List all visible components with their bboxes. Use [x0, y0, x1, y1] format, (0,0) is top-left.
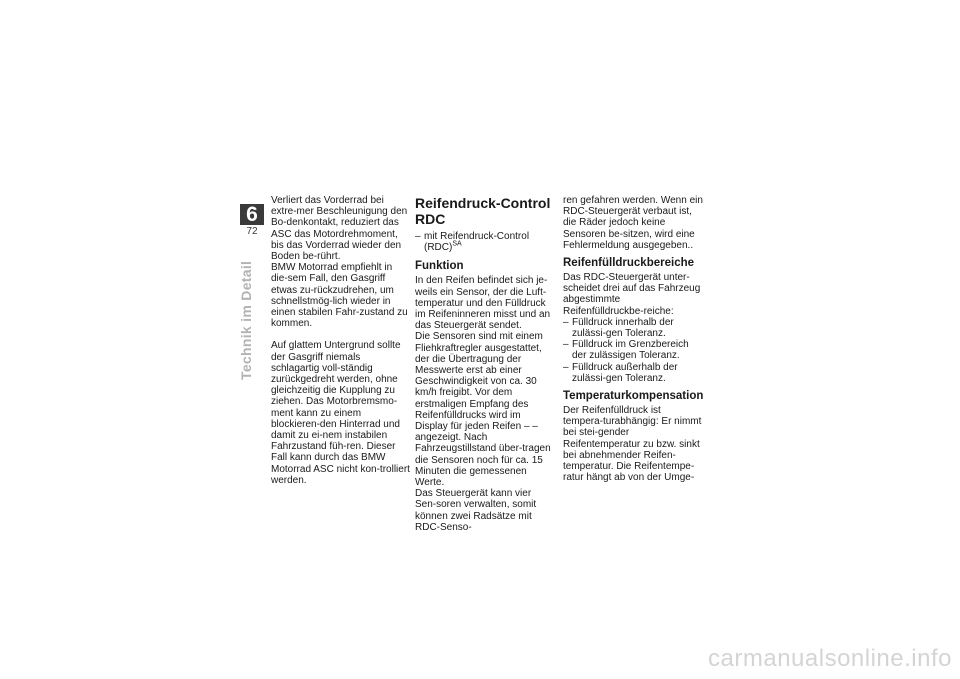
subsection-heading: Funktion: [415, 260, 464, 273]
chapter-number-badge: 6: [240, 204, 264, 225]
option-superscript: SA: [452, 240, 462, 248]
subsection-heading: Temperaturkompensation: [563, 390, 704, 403]
paragraph: Der Reifenfülldruck ist tempera-turabhängig: Er nimmt bei stei-gender Reifentemperatur zu bzw. sinkt bei abnehmender Reifen-temperatur. Die Reifentempe-ratur hängt ab von der Umge-: [563, 405, 702, 484]
paragraph: ren gefahren werden. Wenn ein RDC-Steuergerät verbaut ist, die Räder jedoch keine Sensoren be-sitzen, wird eine Fehlermeldung ausgegeben..: [563, 195, 703, 251]
text-column-3: [563, 195, 703, 483]
option-text: mit Reifendruck-Control (RDC): [424, 231, 530, 254]
option-list: [415, 231, 555, 253]
list-item: [415, 231, 555, 253]
page-number: 72: [246, 226, 258, 237]
paragraph: Verliert das Vorderrad bei extre-mer Beschleunigung den Bo-denkontakt, reduziert das ASC das Motordrehmoment, bis das Vorderrad wieder den Boden be-rührt.: [271, 195, 408, 263]
paragraph: Das RDC-Steuergerät unter-scheidet drei auf das Fahrzeug abgestimmte Reifenfülldruckbe-reiche:: [563, 272, 701, 317]
list-item: – Fülldruck außerhalb der zulässi-gen Toleranz.: [563, 362, 703, 384]
chapter-title-vertical: Technik im Detail: [238, 260, 254, 380]
paragraph: In den Reifen befindet sich je-weils ein Sensor, der die Luft-temperatur und den Fülldruck im Reifeninneren misst und an das Steuergerät sendet.: [415, 275, 551, 332]
text-column-1: [271, 195, 411, 486]
paragraph: Die Sensoren sind mit einem Fliehkraftregler ausgestattet, der die Übertragung der Messwerte erst ab einer Geschwindigkeit von ca. 30 km/h freigibt. Vor dem erstmaligen Empfang des Reifenfülldrucks wird im Display für jeden Reifen – – angezeigt. Nach Fahrzeugstillstand über-tragen die Sensoren noch für ca. 15 Minuten die gemessenen Werte.: [415, 331, 551, 489]
paragraph: Auf glattem Untergrund sollte der Gasgriff niemals schlagartig voll-ständig zurückgedreht werden, ohne gleichzeitig die Kupplung zu ziehen. Das Motorbremsmo-ment kann zu einem blockieren-den Hinterrad und damit zu ei-nem instabilen Fahrzustand füh-ren. Dieser Fall kann durch das BMW Motorrad ASC nicht kon-trolliert werden.: [271, 340, 410, 486]
paragraph: Das Steuergerät kann vier Sen-soren verwalten, somit können zwei Radsätze mit RDC-Senso-: [415, 488, 537, 533]
list-item: – Fülldruck im Grenzbereich der zulässigen Toleranz.: [563, 339, 703, 361]
paragraph: BMW Motorrad empfiehlt in die-sem Fall, den Gasgriff etwas zu-rückzudrehen, um schnellstmög-lich wieder in einen stabilen Fahr-zustand zu kommen.: [271, 262, 408, 330]
section-heading: Reifendruck-Control RDC: [415, 195, 551, 227]
watermark: carmanualsonline.info: [708, 645, 952, 672]
text-column-2: [415, 195, 555, 533]
list-item: – Fülldruck innerhalb der zulässi-gen Toleranz.: [563, 317, 703, 339]
subsection-heading: Reifenfülldruckbereiche: [563, 257, 695, 270]
pressure-range-list: [563, 317, 703, 384]
